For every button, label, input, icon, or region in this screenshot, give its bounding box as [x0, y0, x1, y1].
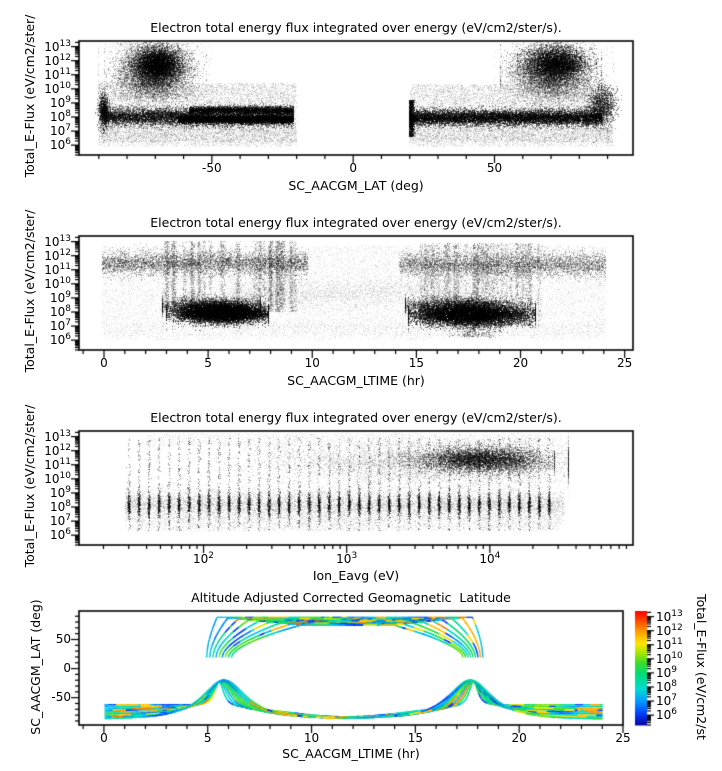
tick-label: 25 [617, 356, 633, 370]
tick-label: $10^{12}$ [44, 442, 71, 458]
tick-label: $10^9$ [49, 289, 71, 305]
tick-label: $10^8$ [49, 304, 71, 319]
tick-label: $10^8$ [49, 499, 71, 514]
tick-label: $10^{13}$ [44, 428, 71, 444]
panel3-title: Electron total energy flux integrated over energy (eV/cm2/ster/s). [150, 410, 562, 425]
tick-label: $10^{13}$ [44, 38, 71, 54]
tick-label: $10^{11}$ [44, 66, 71, 82]
tick-label: 50 [55, 631, 71, 646]
tick-label: -50 [202, 161, 222, 175]
tick-label: $10^7$ [49, 513, 71, 529]
tick-label: $10^3$ [336, 551, 358, 566]
tick-label: $10^{12}$ [656, 622, 683, 638]
tick-label: 0 [100, 731, 108, 745]
tick-label: -50 [51, 689, 71, 704]
panel1-title: Electron total energy flux integrated over energy (eV/cm2/ster/s). [150, 20, 562, 35]
tick-label: $10^{11}$ [44, 261, 71, 277]
tick-label: $10^6$ [49, 527, 71, 543]
tick-label: $10^{12}$ [44, 52, 71, 68]
tick-label: 5 [204, 356, 212, 370]
tick-label: 25 [615, 731, 631, 745]
tick-label: 15 [407, 731, 423, 745]
tick-label: $10^{12}$ [44, 247, 71, 263]
tick-label: $10^{11}$ [656, 636, 683, 652]
tick-label: $10^{10}$ [44, 275, 71, 291]
tick-label: 0 [63, 660, 71, 675]
panel1-x-axis-label: SC_AACGM_LAT (deg) [288, 178, 424, 193]
colorbar-label: Total_E-Flux (eV/cm2/st [694, 594, 709, 740]
tick-label: $10^7$ [49, 318, 71, 334]
tick-label: 15 [408, 356, 425, 370]
tick-label: 50 [486, 161, 503, 175]
panel2-y-axis-label: Total_E-Flux (eV/cm2/ster/ [22, 209, 37, 373]
panel2-x-axis-label: SC_AACGM_LTIME (hr) [287, 373, 425, 388]
tick-label: 5 [203, 731, 212, 745]
panel4-y-axis-label: SC_AACGM_LAT (deg) [28, 599, 43, 735]
tick-label: $10^{10}$ [44, 80, 71, 96]
tick-label: $10^6$ [49, 137, 71, 153]
panel2-title: Electron total energy flux integrated over energy (eV/cm2/ster/s). [150, 215, 562, 230]
tick-label: $10^{13}$ [44, 233, 71, 249]
tick-label: $10^{13}$ [656, 608, 683, 624]
tick-label: $10^8$ [656, 679, 678, 694]
tick-label: $10^6$ [49, 332, 71, 348]
tick-label: $10^2$ [193, 551, 215, 566]
tick-label: $10^6$ [656, 707, 678, 723]
panel3-y-axis-label: Total_E-Flux (eV/cm2/ster/ [22, 404, 37, 568]
panel1-y-axis-label: Total_E-Flux (eV/cm2/ster/ [22, 14, 37, 178]
panel3-x-axis-label: Ion_Eavg (eV) [312, 568, 400, 583]
tick-label: $10^8$ [49, 109, 71, 124]
tick-label: 0 [349, 161, 357, 175]
tick-label: $10^{10}$ [44, 470, 71, 486]
tick-label: 10 [304, 356, 320, 370]
tick-label: 10 [303, 731, 320, 745]
tick-label: $10^9$ [49, 484, 71, 500]
tick-label: $10^{11}$ [44, 456, 71, 472]
tick-label: 20 [511, 731, 527, 745]
tick-label: $10^4$ [479, 551, 501, 566]
tick-label: $10^{10}$ [656, 650, 683, 666]
tick-label: $10^9$ [49, 94, 71, 110]
tick-label: $10^7$ [656, 693, 678, 709]
panel4-title: Altitude Adjusted Corrected Geomagnetic Latitude [191, 590, 511, 605]
tick-label: $10^7$ [49, 123, 71, 139]
tick-label: $10^9$ [656, 664, 678, 680]
panel4-x-axis-label: SC_AACGM_LTIME (hr) [282, 746, 420, 761]
tick-label: 20 [512, 356, 529, 370]
tick-label: 0 [100, 356, 108, 370]
